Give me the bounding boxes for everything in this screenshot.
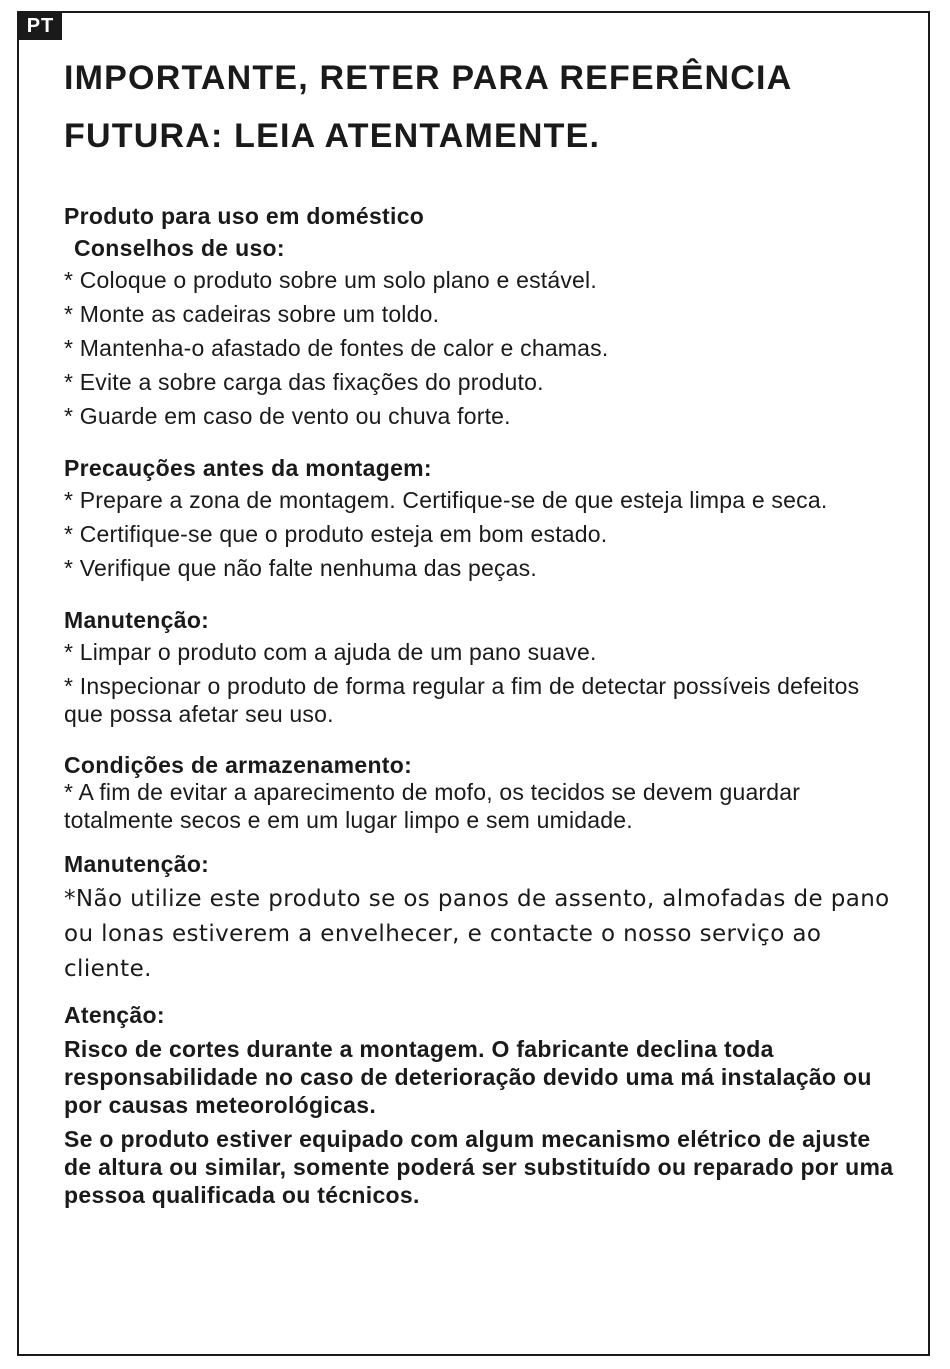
storage-text: * A fim de evitar a aparecimento de mofo, os tecidos se devem guardar totalmente secos e em um lugar limpo e sem umidade.	[64, 779, 801, 833]
title-line-2: FUTURA: LEIA ATENTAMENTE.	[64, 117, 601, 155]
maintenance-text: *Não utilize este produto se os panos de assento, almofadas de pano ou lonas estiverem a envelhecer, e contacte o nosso serviço ao cliente.	[64, 886, 890, 982]
section-heading: Manutenção:	[64, 607, 210, 633]
list-item: * Monte as cadeiras sobre um toldo.	[64, 301, 440, 327]
warning-paragraph: Se o produto estiver equipado com algum mecanismo elétrico de ajuste de altura ou similar, somente poderá ser substituído ou reparado por uma pessoa qualificada ou técnicos.	[64, 1126, 894, 1208]
section-precautions	[64, 452, 894, 582]
list-item: * Coloque o produto sobre um solo plano e estável.	[64, 267, 597, 293]
section-heading: Atenção:	[64, 1002, 165, 1028]
section-warning	[64, 999, 894, 1209]
list-item: * Evite a sobre carga das fixações do produto.	[64, 369, 544, 395]
list-item: * Inspecionar o produto de forma regular a fim de detectar possíveis defeitos que possa afetar seu uso.	[64, 673, 860, 727]
language-badge: PT	[19, 13, 62, 40]
section-maintenance-2	[64, 848, 894, 987]
list-item: * Limpar o produto com a ajuda de um pano suave.	[64, 639, 597, 665]
section-use	[64, 200, 894, 430]
section-subheading: Conselhos de uso:	[74, 235, 285, 261]
list-item: * Certifique-se que o produto esteja em bom estado.	[64, 521, 608, 547]
section-heading: Precauções antes da montagem:	[64, 455, 432, 481]
page-title	[64, 50, 894, 164]
section-storage	[64, 752, 894, 834]
section-heading: Manutenção:	[64, 851, 210, 877]
document-content	[64, 50, 894, 1215]
section-heading: Produto para uso em doméstico	[64, 203, 425, 229]
list-item: * Prepare a zona de montagem. Certifique-se de que esteja limpa e seca.	[64, 487, 828, 513]
section-heading: Condições de armazenamento:	[64, 752, 413, 778]
warning-paragraph: Risco de cortes durante a montagem. O fabricante declina toda responsabilidade no caso de deterioração devido uma má instalação ou por causas meteorológicas.	[64, 1036, 872, 1118]
list-item: * Guarde em caso de vento ou chuva forte.	[64, 403, 511, 429]
section-maintenance	[64, 604, 894, 728]
list-item: * Mantenha-o afastado de fontes de calor e chamas.	[64, 335, 609, 361]
title-line-1: IMPORTANTE, RETER PARA REFERÊNCIA	[64, 59, 793, 97]
list-item: * Verifique que não falte nenhuma das peças.	[64, 555, 537, 581]
